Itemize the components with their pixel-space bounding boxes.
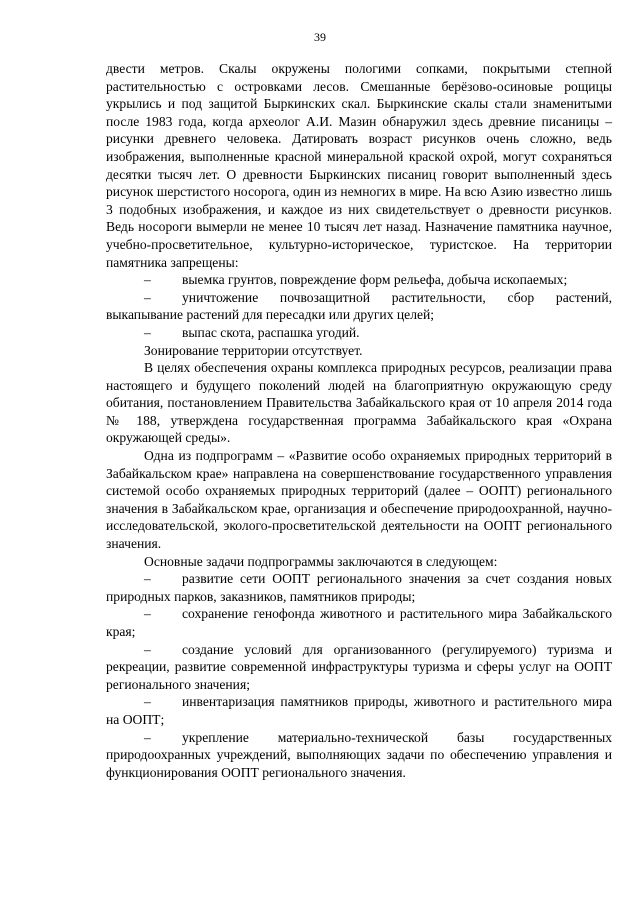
list-dash: –	[144, 729, 151, 745]
list-item-text: инвентаризация памятников природы, животного и растительного мира на ООПТ;	[106, 694, 612, 727]
document-body	[106, 60, 612, 781]
list-item-text: уничтожение почвозащитной растительности, сбор растений, выкапывание растений для пересадки или других целей;	[106, 289, 612, 323]
list-item-text: сохранение генофонда животного и растительного мира Забайкальского края;	[106, 606, 612, 639]
list-item-text: укрепление материально-технической базы государственных природоохранных учреждений, выполняющих задачи по обеспечению управления и функционирования ООПТ регионального значения.	[106, 729, 612, 780]
list-item-text: выпас скота, распашка угодий.	[182, 324, 360, 340]
list-item-text: создание условий для организованного (регулируемого) туризма и рекреации, развитие современной инфраструктуры туризма и сферы услуг на ООПТ регионального значения;	[106, 641, 612, 692]
list-dash: –	[144, 272, 151, 288]
list-dash: –	[144, 571, 151, 587]
list-item-task	[106, 641, 612, 694]
paragraph-zoning: Зонирование территории отсутствует.	[144, 342, 363, 358]
list-dash: –	[144, 289, 151, 305]
list-dash: –	[144, 694, 151, 710]
paragraph-state-program: В целях обеспечения охраны комплекса природных ресурсов, реализации права настоящего и будущего поколений людей на благоприятную окружающую среду обитания, постановлением Правительства Забайкальского края от 10 апреля 2014 года № 188, утверждена государственная программа Забайкальского края «Охрана окружающей среды».	[106, 360, 612, 446]
list-item-task	[106, 570, 612, 605]
page-number: 39	[314, 30, 326, 44]
list-item-text: развитие сети ООПТ регионального значения за счет создания новых природных парков, заказников, памятников природы;	[106, 571, 612, 604]
list-dash: –	[144, 606, 151, 622]
list-item-task	[106, 605, 612, 640]
list-item-prohibition	[106, 324, 612, 342]
paragraph-byrka-rocks: двести метров. Скалы окружены пологими сопками, покрытыми степной растительностью с островками лесов. Смешанные берёзово-осиновые рощицы укрылись и под защитой Быркинских скал. Быркинские скалы стали знаменитыми после 1983 года, когда археолог А.И. Мазин обнаружил здесь древние писаницы – рисунки древнего человека. Датировать возраст рисунков очень сложно, ведь изображения, выполненные красной минеральной краской охрой, могут сохраняться десятки тысяч лет. О древности Быркинских писаниц говорит выполненный здесь рисунок шерстистого носорога, один из немногих в мире. На всю Азию известно лишь 3 подобных изображения, и каждое из них свидетельствует о древности рисунков. Ведь носороги вымерли не менее 10 тысяч лет назад. Назначение памятника научное, учебно-просветительное, культурно-историческое, туристское. На территории памятника запрещены:	[106, 61, 612, 270]
list-item-prohibition	[106, 289, 612, 324]
paragraph-subprogram: Одна из подпрограмм – «Развитие особо охраняемых природных территорий в Забайкальском крае» направлена на совершенствование государственного управления системой особо охраняемых природных территорий (далее – ООПТ) регионального значения в Забайкальском крае, организация и обеспечение природоохранной, научно-исследовательской, эколого-просветительской деятельности на ООПТ регионального значения.	[106, 448, 612, 552]
list-dash: –	[144, 641, 151, 657]
list-item-task	[106, 693, 612, 728]
list-dash: –	[144, 324, 151, 340]
paragraph-tasks-intro: Основные задачи подпрограммы заключаются в следующем:	[144, 553, 498, 569]
list-item-text: выемка грунтов, повреждение форм рельефа, добыча ископаемых;	[182, 272, 568, 288]
list-item-prohibition	[106, 271, 612, 289]
list-item-task	[106, 729, 612, 782]
